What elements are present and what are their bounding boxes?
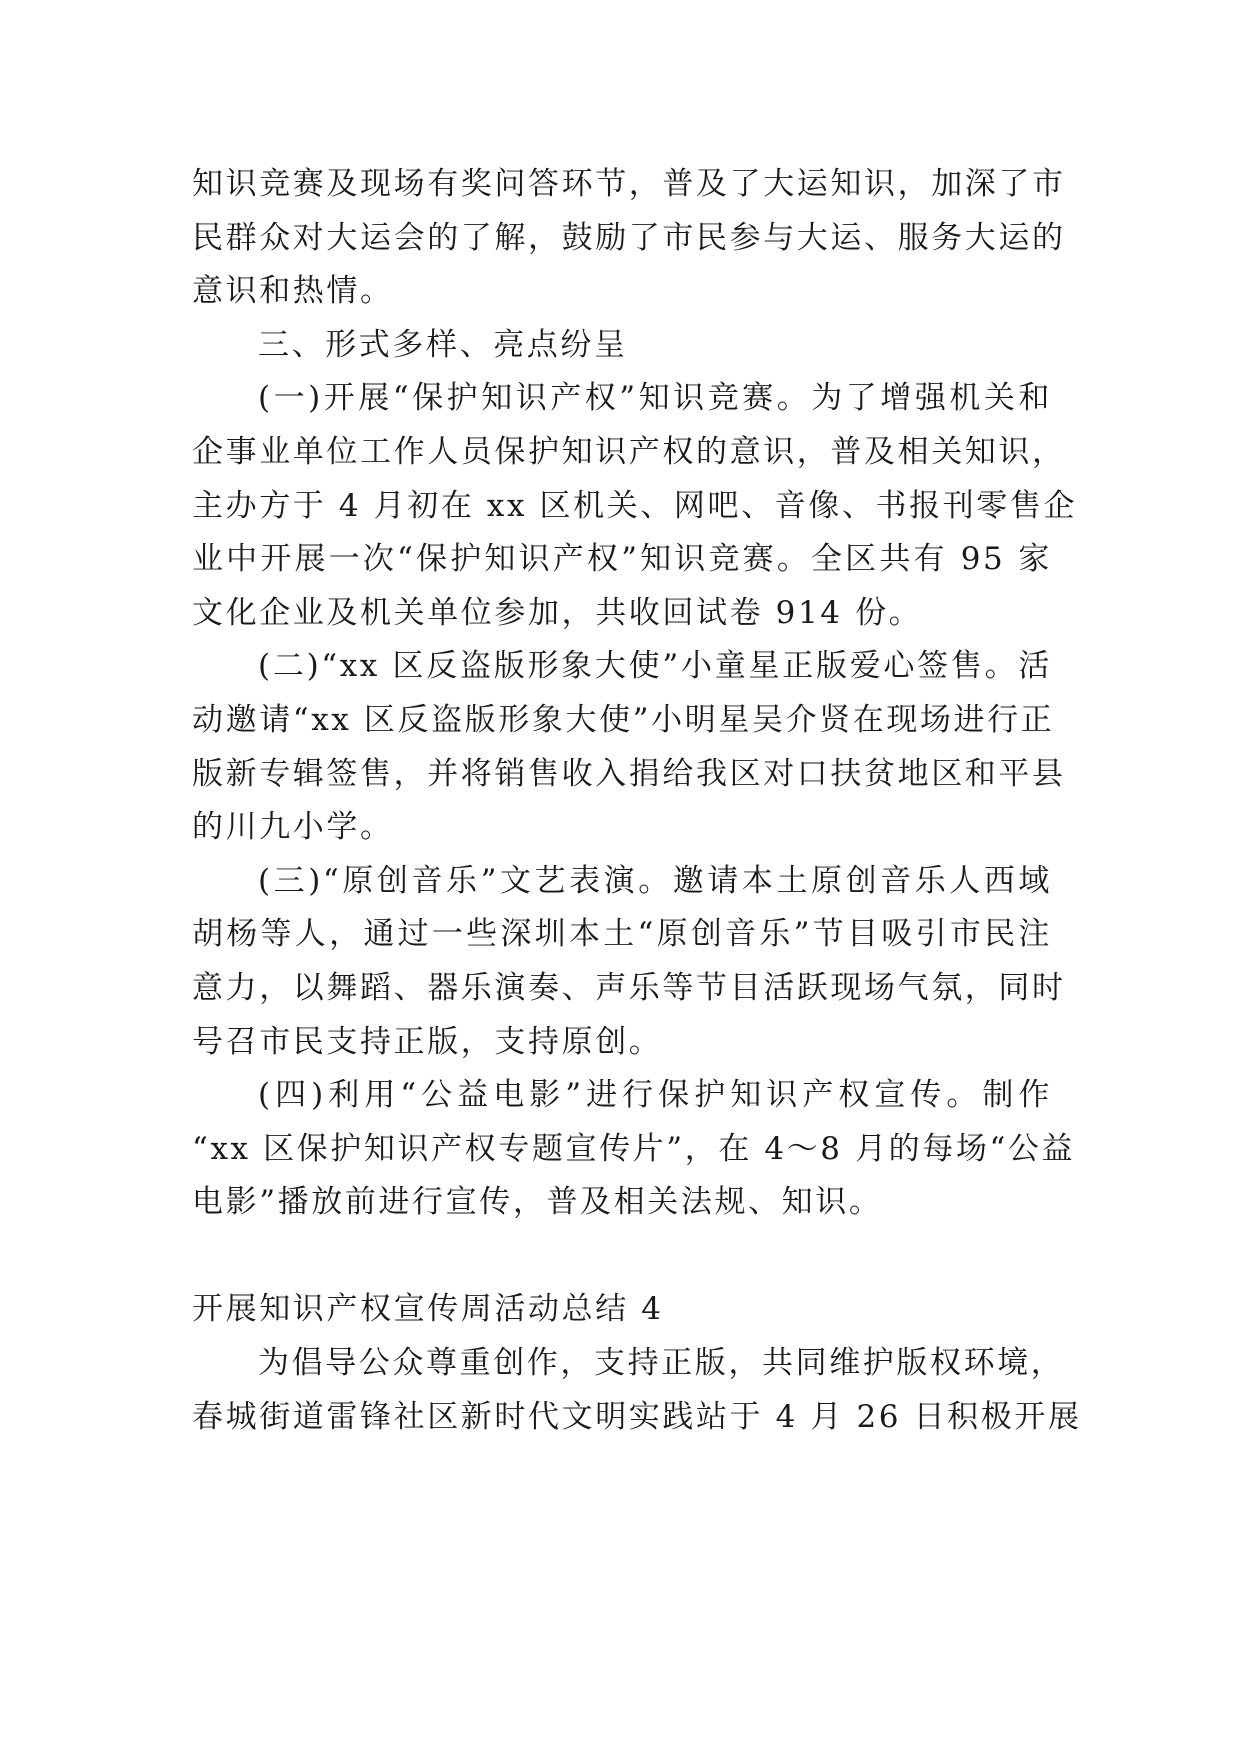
text-line: 意识和热情。 [192,273,394,310]
text-line: 春城街道雷锋社区新时代文明实践站于 4 月 26 日积极开展 [192,1398,1082,1435]
text-line: 文化企业及机关单位参加，共收回试卷 914 份。 [192,594,923,631]
paragraph-item-3 [192,855,1066,1069]
section-heading: 三、形式多样、亮点纷呈 [258,326,628,363]
text-line: 号召市民支持正版，支持原创。 [192,1023,663,1060]
text-line: 业中开展一次“保护知识产权”知识竞赛。全区共有 95 家 [192,541,1052,578]
text-line: 意力，以舞蹈、器乐演奏、声乐等节目活跃现场气氛，同时 [192,969,1066,1006]
paragraph-continued [192,158,1066,319]
text-line: 知识竞赛及现场有奖问答环节，普及了大运知识，加深了市 [192,166,1066,202]
text-line: 民群众对大运会的了解，鼓励了市民参与大运、服务大运的 [192,219,1066,256]
text-line: 电影”播放前进行宣传，普及相关法规、知识。 [192,1184,883,1221]
text-line: “xx 区保护知识产权专题宣传片”，在 4～8 月的每场“公益 [192,1130,1076,1167]
paragraph-intro [192,1337,1082,1444]
text-line: (四)利用“公益电影”进行保护知识产权宣传。制作 [258,1077,1052,1114]
text-line: 胡杨等人，通过一些深圳本土“原创音乐”节目吸引市民注 [192,916,1052,953]
text-line: 主办方于 4 月初在 xx 区机关、网吧、音像、书报刊零售企 [192,487,1078,524]
text-line: 版新专辑签售，并将销售收入捐给我区对口扶贫地区和平县 [192,755,1066,792]
text-line: (一)开展“保护知识产权”知识竞赛。为了增强机关和 [258,380,1052,417]
text-line: 的川九小学。 [192,809,394,846]
blank-line [192,1230,1052,1284]
text-line: 企事业单位工作人员保护知识产权的意识，普及相关知识， [192,433,1066,470]
paragraph-item-1 [192,372,1078,640]
document-body [192,158,1082,1444]
paragraph-item-4 [192,1069,1076,1230]
text-line: (二)“xx 区反盗版形象大使”小童星正版爱心签售。活 [258,648,1052,685]
article-title: 开展知识产权宣传周活动总结 4 [192,1291,664,1328]
text-line: 动邀请“xx 区反盗版形象大使”小明星吴介贤在现场进行正 [192,701,1055,738]
text-line: 为倡导公众尊重创作，支持正版，共同维护版权环境， [258,1345,1065,1382]
paragraph-item-2 [192,640,1066,854]
text-line: (三)“原创音乐”文艺表演。邀请本土原创音乐人西域 [258,862,1052,899]
